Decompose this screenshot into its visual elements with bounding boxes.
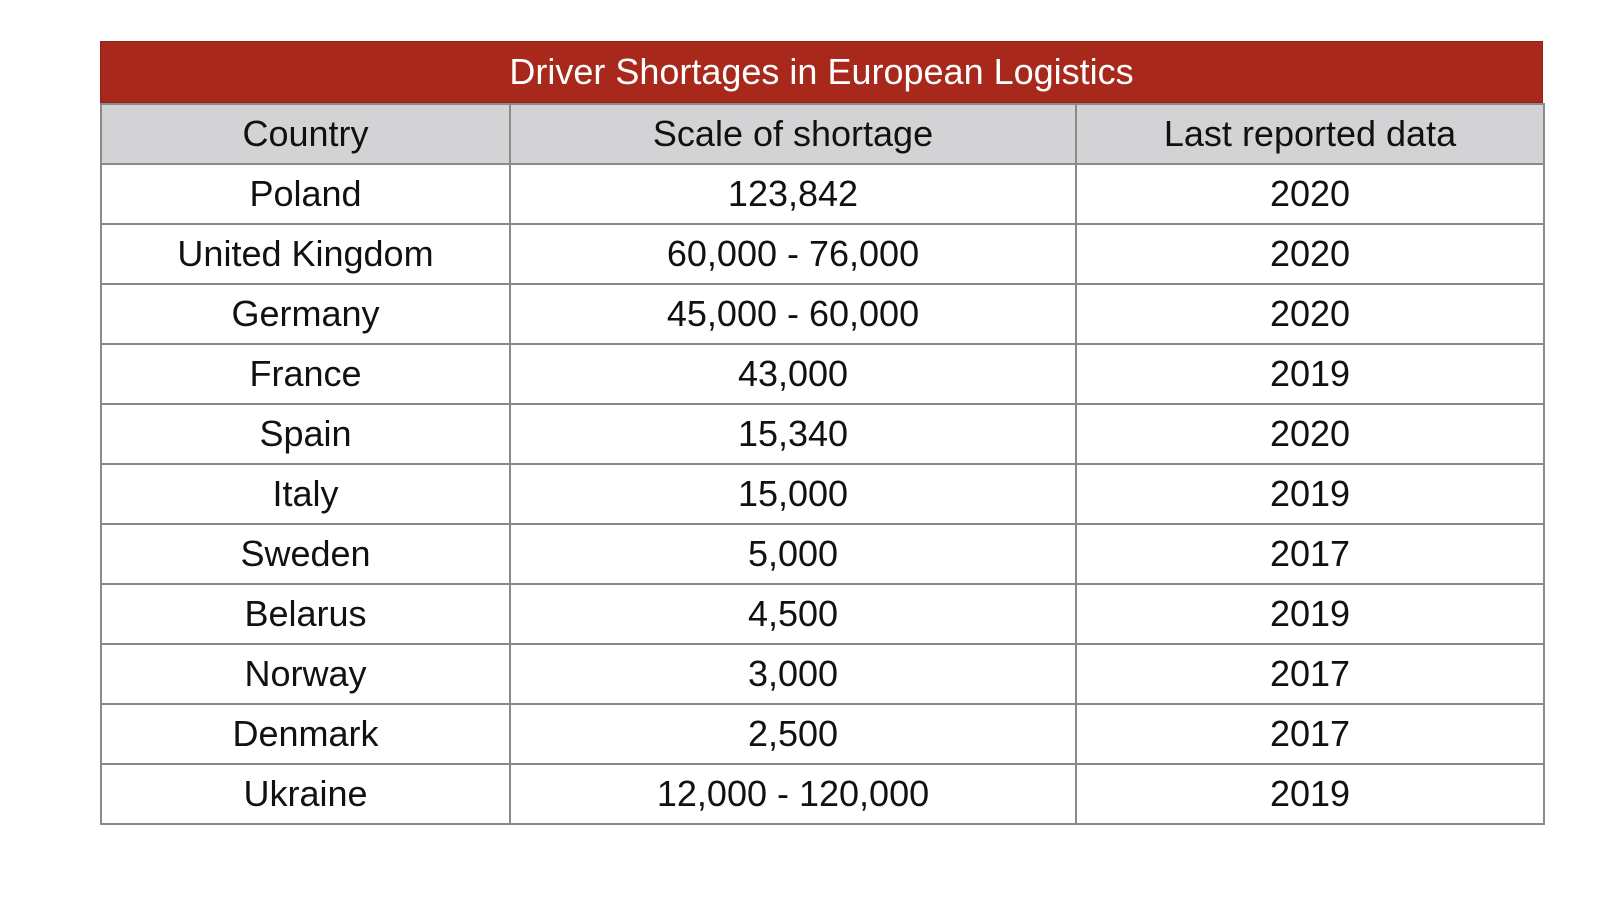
- country-cell: Poland: [101, 164, 510, 224]
- column-header-year: Last reported data: [1076, 104, 1544, 164]
- country-cell: United Kingdom: [101, 224, 510, 284]
- year-cell: 2017: [1076, 524, 1544, 584]
- year-cell: 2019: [1076, 764, 1544, 824]
- country-cell: Norway: [101, 644, 510, 704]
- country-cell: France: [101, 344, 510, 404]
- table-row: [101, 404, 1544, 464]
- table-row: [101, 464, 1544, 524]
- shortage-cell: 3,000: [510, 644, 1076, 704]
- table-row: [101, 644, 1544, 704]
- year-cell: 2019: [1076, 464, 1544, 524]
- country-cell: Belarus: [101, 584, 510, 644]
- year-cell: 2020: [1076, 224, 1544, 284]
- data-table: [100, 103, 1545, 825]
- table-row: [101, 524, 1544, 584]
- year-cell: 2017: [1076, 644, 1544, 704]
- shortage-cell: 45,000 - 60,000: [510, 284, 1076, 344]
- country-cell: Sweden: [101, 524, 510, 584]
- header-row: [101, 104, 1544, 164]
- shortage-cell: 43,000: [510, 344, 1076, 404]
- shortage-cell: 12,000 - 120,000: [510, 764, 1076, 824]
- table-row: [101, 224, 1544, 284]
- country-cell: Italy: [101, 464, 510, 524]
- year-cell: 2020: [1076, 404, 1544, 464]
- table-title: Driver Shortages in European Logistics: [100, 41, 1543, 103]
- country-cell: Germany: [101, 284, 510, 344]
- shortage-table: [100, 41, 1543, 825]
- country-cell: Ukraine: [101, 764, 510, 824]
- year-cell: 2019: [1076, 344, 1544, 404]
- shortage-cell: 4,500: [510, 584, 1076, 644]
- shortage-cell: 15,000: [510, 464, 1076, 524]
- shortage-cell: 123,842: [510, 164, 1076, 224]
- table-row: [101, 584, 1544, 644]
- year-cell: 2019: [1076, 584, 1544, 644]
- table-row: [101, 344, 1544, 404]
- year-cell: 2020: [1076, 284, 1544, 344]
- column-header-country: Country: [101, 104, 510, 164]
- shortage-cell: 5,000: [510, 524, 1076, 584]
- country-cell: Denmark: [101, 704, 510, 764]
- shortage-cell: 15,340: [510, 404, 1076, 464]
- shortage-cell: 2,500: [510, 704, 1076, 764]
- year-cell: 2020: [1076, 164, 1544, 224]
- table-row: [101, 764, 1544, 824]
- table-row: [101, 164, 1544, 224]
- year-cell: 2017: [1076, 704, 1544, 764]
- column-header-scale: Scale of shortage: [510, 104, 1076, 164]
- table-row: [101, 704, 1544, 764]
- country-cell: Spain: [101, 404, 510, 464]
- shortage-cell: 60,000 - 76,000: [510, 224, 1076, 284]
- table-row: [101, 284, 1544, 344]
